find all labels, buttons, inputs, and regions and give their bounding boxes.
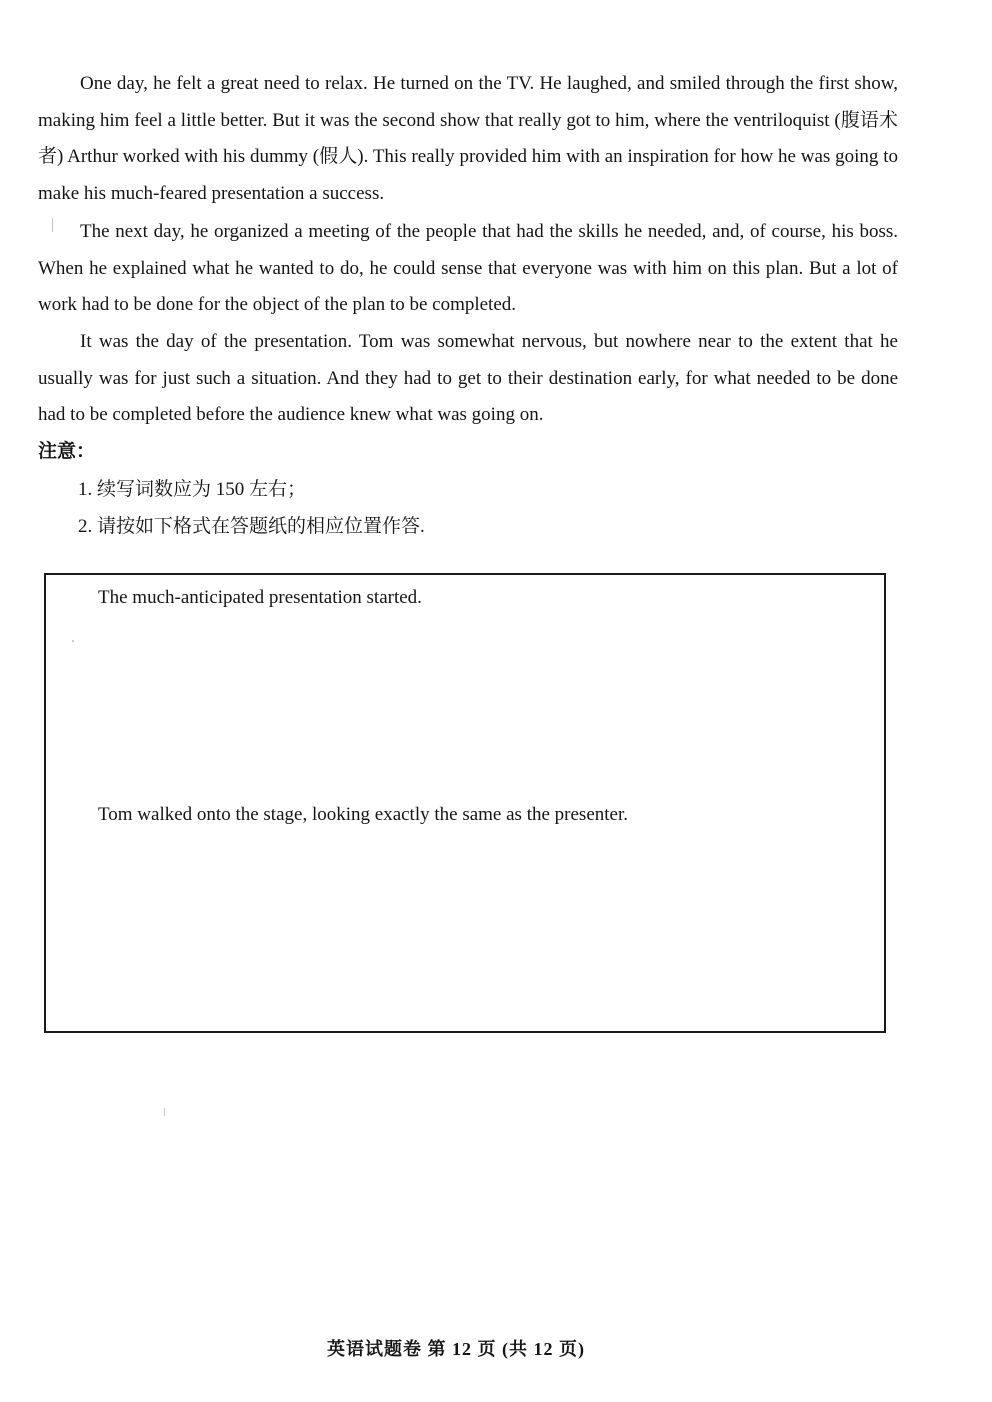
scan-speck (52, 218, 53, 232)
passage-paragraph-2: The next day, he organized a meeting of the people that had the skills he needed, and, of course, his boss. When he explained what he wanted to do, he could sense that everyone was with him on this plan. But a lot of work had to be done for the object of the plan to be completed. (38, 221, 898, 316)
answer-prompt-1: The much-anticipated presentation started. (98, 587, 422, 608)
answer-prompt-2: Tom walked onto the stage, looking exactly the same as the presenter. (98, 804, 628, 825)
note-item-2: 2. 请按如下格式在答题纸的相应位置作答. (78, 516, 425, 537)
scan-speck (164, 1108, 165, 1116)
page-footer: 英语试题卷 第 12 页 (共 12 页) (327, 1339, 585, 1359)
passage-paragraph-1: One day, he felt a great need to relax. He turned on the TV. He laughed, and smiled through the first show, making him feel a little better. But it was the second show that really got to him, where the ventriloquist (腹语术者) Arthur worked with his dummy (假人). This really provided him with an inspiration for how he was going to make his much-feared presentation a success. (38, 73, 898, 204)
passage-paragraph-3: It was the day of the presentation. Tom was somewhat nervous, but nowhere near to the extent that he usually was for just such a situation. And they had to get to their destination early, for what needed to be done had to be completed before the audience knew what was going on. (38, 331, 898, 426)
notes-title: 注意： (38, 441, 96, 462)
note-item-1: 1. 续写词数应为 150 左右； (78, 479, 307, 500)
scan-speck (72, 640, 74, 642)
answer-box (44, 573, 886, 1033)
